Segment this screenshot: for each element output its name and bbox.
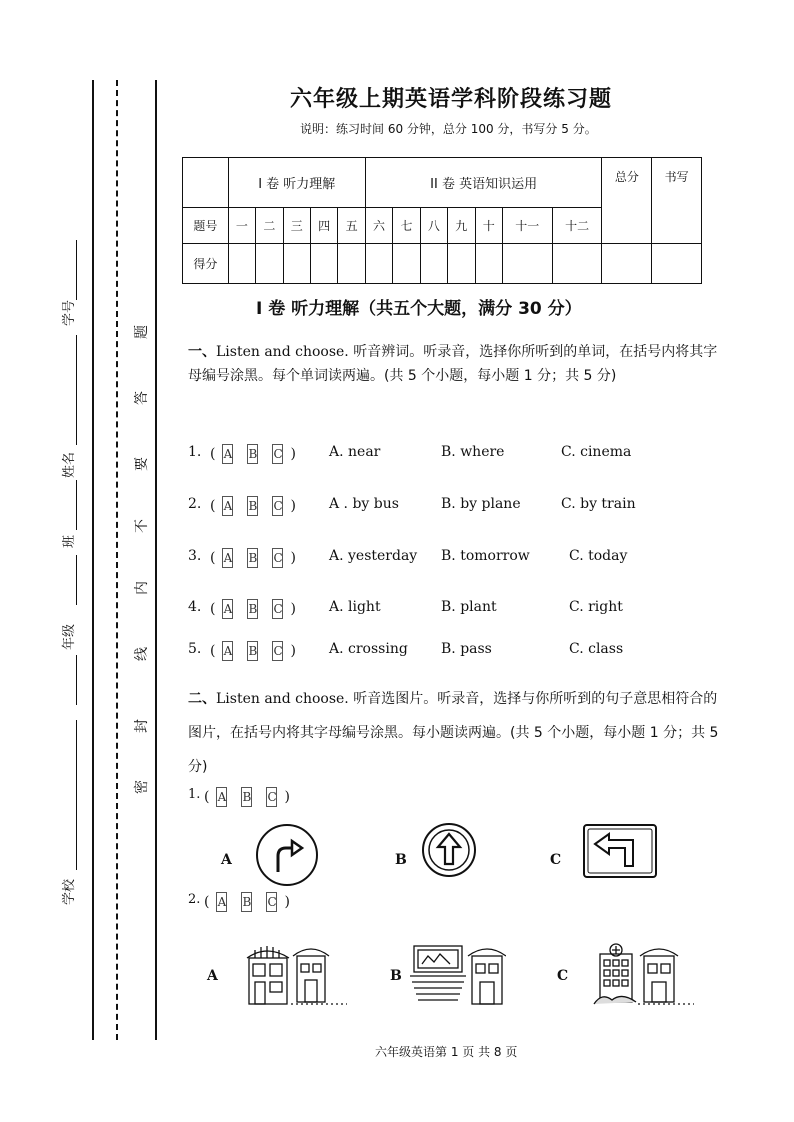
option-c: C. today <box>569 548 628 564</box>
question-number: 二 <box>256 208 283 244</box>
seal-char: 题 <box>134 325 150 339</box>
option-b: B. tomorrow <box>441 548 530 564</box>
seal-char: 封 <box>134 719 150 733</box>
question-number: 八 <box>420 208 447 244</box>
seal-char: 线 <box>134 647 150 661</box>
bookstore-and-shop-icon[interactable] <box>243 940 351 1010</box>
q1-chinese-instructions: 听音辨词。听录音，选择你所听到的单词，在括号内将其字母编号涂黑。每个单词读两遍。(共 5 个小题，每小题 1 分；共 5 分) <box>188 344 718 384</box>
score-cell[interactable] <box>310 244 337 284</box>
school-label: 学校 <box>62 878 77 905</box>
writing-header: 书写 <box>652 158 702 244</box>
picture-label-a: A <box>221 852 232 868</box>
q1-english-heading: Listen and choose. <box>216 344 349 360</box>
binding-line-outer <box>92 80 94 1040</box>
answer-bubbles[interactable]: ( A B C ) <box>210 550 296 566</box>
item-number: 2. <box>188 496 202 512</box>
answer-bubbles[interactable]: ( A B C ) <box>204 789 290 805</box>
binding-line-inner <box>155 80 157 1040</box>
item-number: 1. <box>188 787 201 802</box>
option-c: C. by train <box>561 496 636 512</box>
section-title: I 卷 听力理解（共五个大题，满分 30 分） <box>256 299 582 319</box>
question-number: 十二 <box>552 208 602 244</box>
item-number: 3. <box>188 548 202 564</box>
question-number: 五 <box>338 208 365 244</box>
number-label: 学号 <box>62 299 77 326</box>
writing-score-cell[interactable] <box>652 244 702 284</box>
q2-chinese-instructions: 听音选图片。听录音，选择与你所听到的句子意思相符合的图片，在括号内将其字母编号涂黑。每小题读两遍。(共 5 个小题，每小题 1 分；共 5 分) <box>188 691 719 775</box>
answer-bubbles[interactable]: ( A B C ) <box>210 643 296 659</box>
score-table <box>182 157 702 284</box>
name-underline[interactable] <box>76 480 77 530</box>
picture-label-a: A <box>207 968 218 984</box>
q1-item <box>188 444 708 466</box>
class-underline[interactable] <box>76 555 77 605</box>
cinema-and-bookstore-icon[interactable] <box>406 942 506 1010</box>
item-number: 4. <box>188 599 202 615</box>
go-straight-sign-icon[interactable] <box>421 822 477 882</box>
q2-item <box>188 892 708 914</box>
answer-bubbles[interactable]: ( A B C ) <box>210 446 296 462</box>
picture-label-c: C <box>550 852 562 868</box>
score-cell[interactable] <box>448 244 475 284</box>
q1-item <box>188 599 708 621</box>
picture-label-c: C <box>557 968 569 984</box>
score-cell[interactable] <box>283 244 310 284</box>
turn-right-sign-icon[interactable] <box>254 822 320 892</box>
score-cell[interactable] <box>420 244 447 284</box>
score-table-corner <box>183 158 229 208</box>
q1-item <box>188 496 708 518</box>
q2-english-heading: Listen and choose. <box>216 691 349 707</box>
question-number: 九 <box>448 208 475 244</box>
seal-char: 答 <box>134 391 150 405</box>
question-number: 一 <box>228 208 255 244</box>
item-number: 1. <box>188 444 202 460</box>
grade-label: 年级 <box>62 623 77 650</box>
answer-bubbles[interactable]: ( A B C ) <box>210 498 296 514</box>
score-cell[interactable] <box>256 244 283 284</box>
page-footer: 六年级英语第 1 页 共 8 页 <box>375 1045 518 1059</box>
answer-bubbles[interactable]: ( A B C ) <box>204 894 290 910</box>
item-number: 2. <box>188 892 201 907</box>
question-number: 七 <box>393 208 420 244</box>
q1-number: 一、 <box>188 344 216 360</box>
option-c: C. class <box>569 641 624 657</box>
q2-instructions <box>188 682 728 784</box>
score-cell[interactable] <box>338 244 365 284</box>
question-number: 十 <box>475 208 502 244</box>
binding-line-dashed <box>116 80 118 1040</box>
option-b: B. plant <box>441 599 497 615</box>
page-title: 六年级上期英语学科阶段练习题 <box>290 87 613 112</box>
score-cell[interactable] <box>502 244 552 284</box>
class-label: 班 <box>62 534 77 548</box>
option-c: C. cinema <box>561 444 632 460</box>
option-a: A. light <box>329 599 381 615</box>
total-header: 总分 <box>602 158 652 244</box>
part2-header: II 卷 英语知识运用 <box>365 158 602 208</box>
question-number: 十一 <box>502 208 552 244</box>
option-c: C. right <box>569 599 623 615</box>
item-number: 5. <box>188 641 202 657</box>
q1-item <box>188 641 708 663</box>
option-b: B. by plane <box>441 496 521 512</box>
score-cell[interactable] <box>365 244 392 284</box>
instructions-note: 说明：练习时间 60 分钟，总分 100 分，书写分 5 分。 <box>300 122 597 136</box>
seal-char: 密 <box>134 780 150 794</box>
seal-char: 内 <box>134 581 150 595</box>
option-a: A. crossing <box>329 641 408 657</box>
turn-left-sign-icon[interactable] <box>583 824 657 882</box>
hospital-and-shop-icon[interactable] <box>592 942 696 1010</box>
score-cell[interactable] <box>228 244 255 284</box>
score-cell[interactable] <box>475 244 502 284</box>
question-row-label: 题号 <box>183 208 229 244</box>
seal-char: 要 <box>134 457 150 471</box>
score-cell[interactable] <box>552 244 602 284</box>
q2-number: 二、 <box>188 691 216 707</box>
part1-header: I 卷 听力理解 <box>228 158 365 208</box>
total-score-cell[interactable] <box>602 244 652 284</box>
option-b: B. pass <box>441 641 492 657</box>
option-a: A . by bus <box>329 496 399 512</box>
number-underline[interactable] <box>76 335 77 445</box>
question-number: 四 <box>310 208 337 244</box>
number-underline-top[interactable] <box>76 240 77 300</box>
q1-instructions <box>188 340 728 388</box>
score-cell[interactable] <box>393 244 420 284</box>
grade-underline[interactable] <box>76 655 77 705</box>
option-a: A. near <box>329 444 381 460</box>
name-label: 姓名 <box>62 451 77 478</box>
picture-label-b: B <box>395 852 407 868</box>
q1-item <box>188 548 708 570</box>
option-b: B. where <box>441 444 505 460</box>
question-number: 三 <box>283 208 310 244</box>
score-row-label: 得分 <box>183 244 229 284</box>
question-number: 六 <box>365 208 392 244</box>
option-a: A. yesterday <box>329 548 418 564</box>
q2-item <box>188 787 708 809</box>
picture-label-b: B <box>390 968 402 984</box>
seal-char: 不 <box>134 519 150 533</box>
answer-bubbles[interactable]: ( A B C ) <box>210 601 296 617</box>
school-underline[interactable] <box>76 720 77 870</box>
